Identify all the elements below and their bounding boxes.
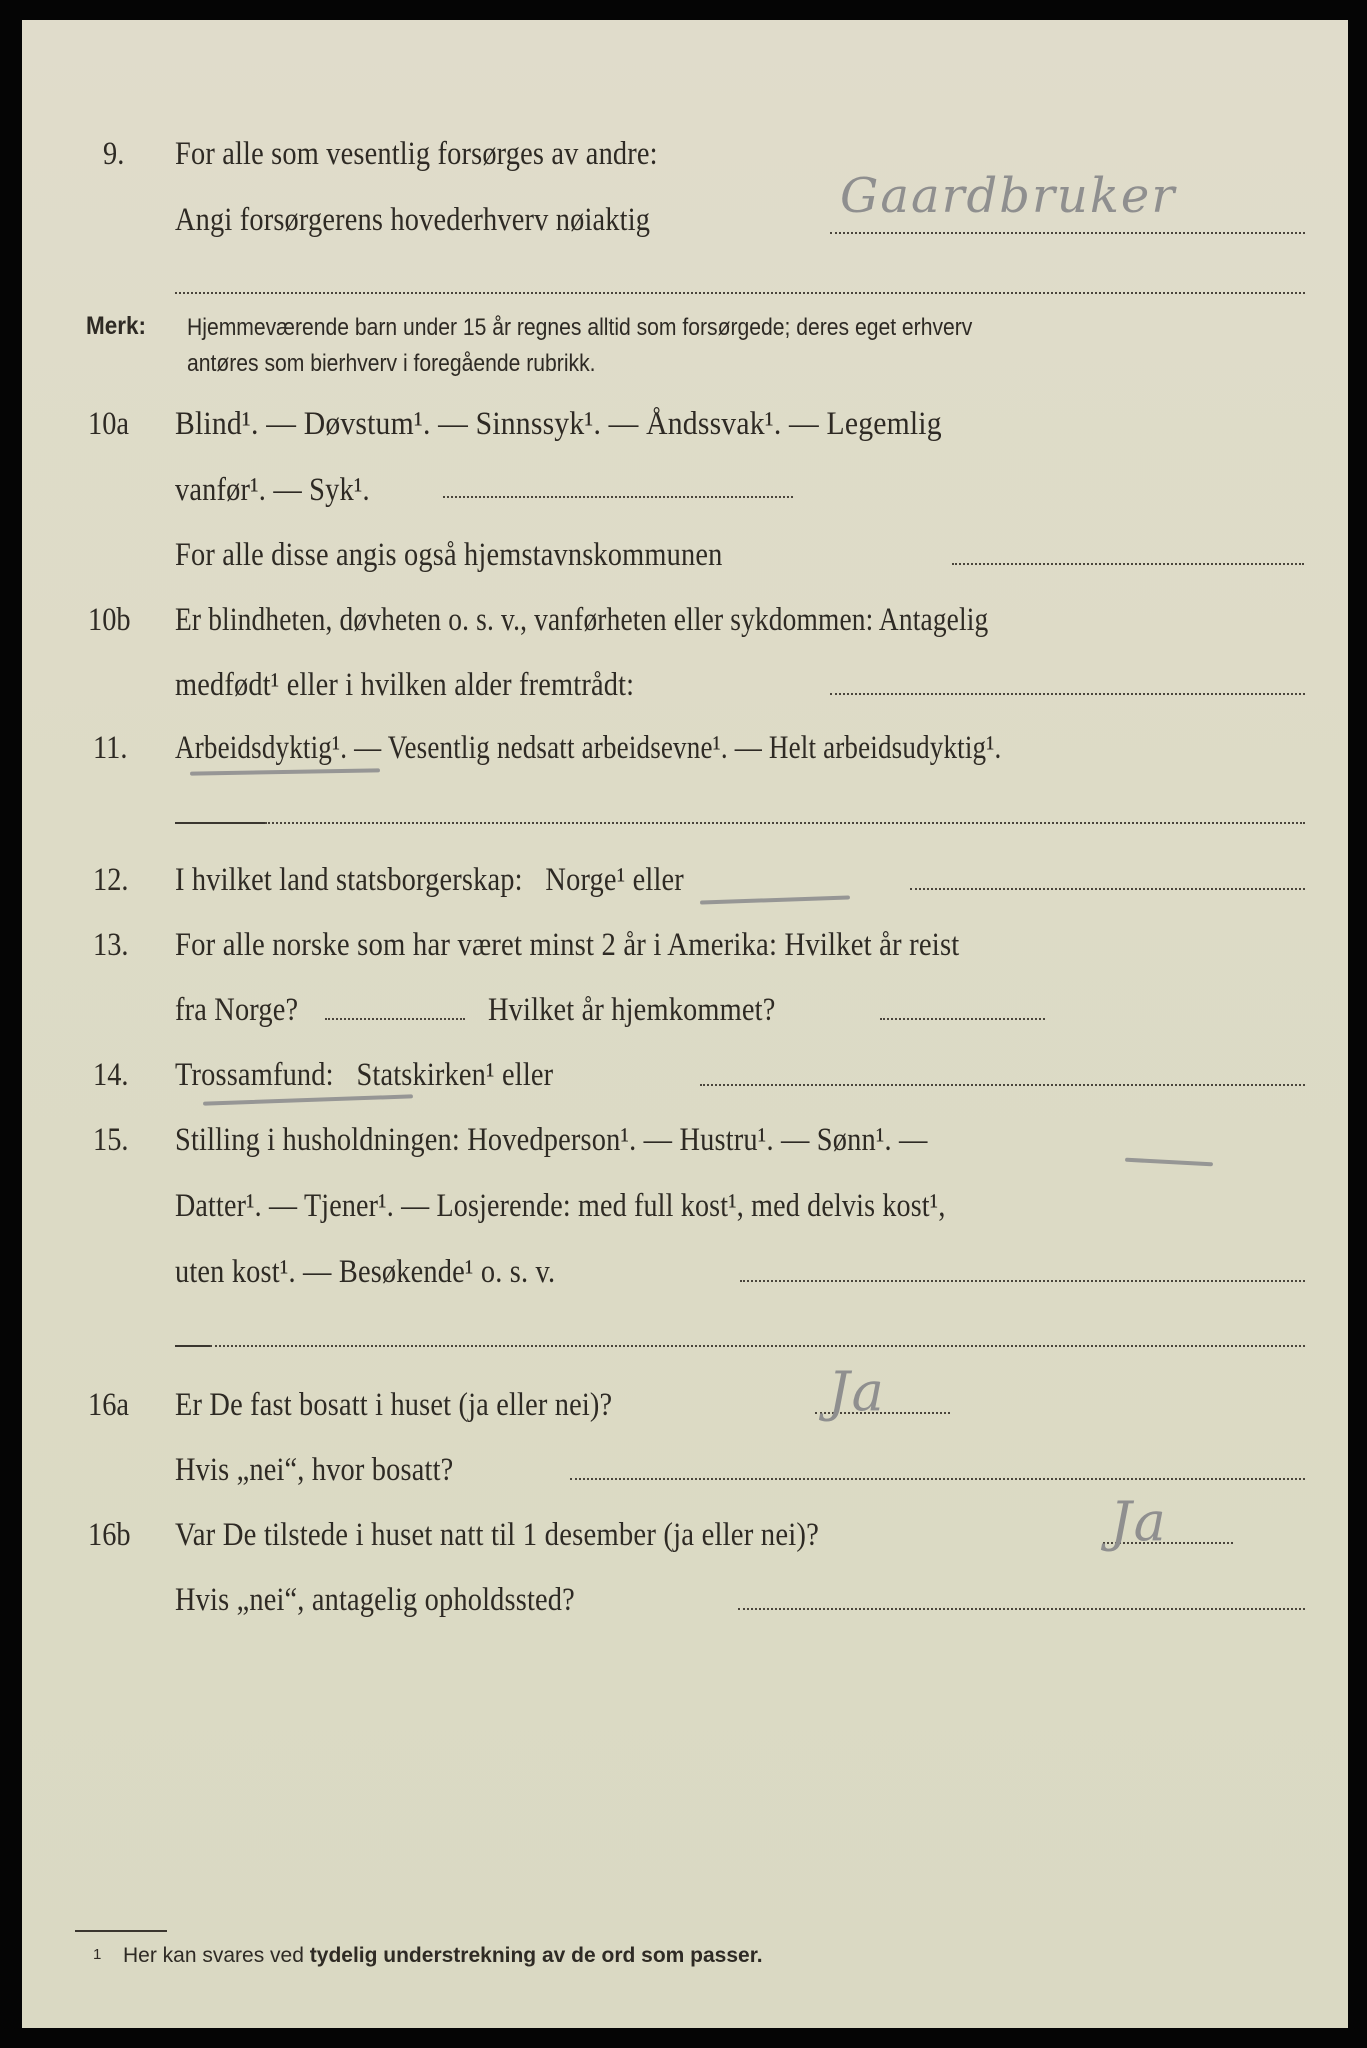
blank-line-11a <box>175 822 265 824</box>
question-9-line2: Angi forsørgerens hovederhverv nøiaktig <box>175 202 651 238</box>
question-10b-number: 10b <box>88 602 131 638</box>
question-13-line1: For alle norske som har været minst 2 år i Amerika: Hvilket år reist <box>175 927 960 963</box>
question-12-prompt: I hvilket land statsborgerskap: <box>175 862 523 898</box>
question-11-line1: Arbeidsdyktig¹. — Vesentlig nedsatt arbeidsevne¹. — Helt arbeidsudyktig¹. <box>175 730 1002 766</box>
option-norge[interactable]: Norge¹ <box>545 862 626 898</box>
question-10b-line2: medfødt¹ eller i hvilken alder fremtrådt: <box>175 667 635 703</box>
answer-line-9 <box>830 232 1305 234</box>
question-16a-number: 16a <box>88 1387 129 1423</box>
handwritten-answer-16a[interactable]: Ja <box>828 1360 886 1423</box>
question-12-eller: eller <box>632 862 684 898</box>
answer-line-12 <box>910 888 1305 890</box>
footnote-text <box>123 1944 763 1968</box>
question-10a-line3: For alle disse angis også hjemstavnskommunen <box>175 537 723 573</box>
question-15-line2: Datter¹. — Tjener¹. — Losjerende: med full kost¹, med delvis kost¹, <box>175 1188 946 1224</box>
answer-line-14 <box>700 1084 1305 1086</box>
question-13-line2a: fra Norge? <box>175 992 299 1028</box>
question-13-number: 13. <box>93 927 129 963</box>
question-10a-line1: Blind¹. — Døvstum¹. — Sinnssyk¹. — Åndssvak¹. — Legemlig <box>175 406 942 442</box>
blank-line-9 <box>175 292 1305 294</box>
question-16b-line1: Var De tilstede i huset natt til 1 desember (ja eller nei)? <box>175 1517 820 1553</box>
blank-line-15b <box>210 1345 1305 1347</box>
merk-label: Merk: <box>86 312 147 340</box>
footnote-text-bold: tydelig understrekning av de ord som passer. <box>309 1944 763 1967</box>
blank-line-11b <box>265 822 1305 824</box>
question-16b-number: 16b <box>88 1517 131 1553</box>
question-16a-line2: Hvis „nei“, hvor bosatt? <box>175 1452 454 1488</box>
answer-line-16a-bosatt <box>570 1478 1305 1480</box>
question-15-line3: uten kost¹. — Besøkende¹ o. s. v. <box>175 1254 556 1290</box>
answer-line-10a-kommune <box>952 563 1304 565</box>
question-15-line1: Stilling i husholdningen: Hovedperson¹. — Hustru¹. — Sønn¹. — <box>175 1122 928 1158</box>
question-15-number: 15. <box>93 1122 129 1158</box>
question-14-line1 <box>175 1055 553 1095</box>
answer-line-15 <box>740 1280 1305 1282</box>
answer-line-13-reist <box>325 1018 465 1020</box>
footnote-marker: 1 <box>93 1946 102 1963</box>
question-9-number: 9. <box>103 136 125 172</box>
blank-line-15a <box>175 1345 210 1347</box>
merk-line2: antøres som bierhverv i foregående rubrikk. <box>187 350 596 377</box>
merk-line1: Hjemmeværende barn under 15 år regnes alltid som forsørgede; deres eget erhverv <box>187 314 973 341</box>
option-statskirken[interactable]: Statskirken¹ <box>356 1057 495 1093</box>
question-14-number: 14. <box>93 1057 129 1093</box>
handwritten-answer-16b[interactable]: Ja <box>1110 1490 1168 1553</box>
handwritten-answer-9[interactable]: Gaardbruker <box>840 168 1177 224</box>
question-12-line1 <box>175 860 684 900</box>
footnote-rule <box>75 1930 167 1932</box>
question-10a-line2: vanfør¹. — Syk¹. <box>175 472 370 508</box>
question-9-line1: For alle som vesentlig forsørges av andre: <box>175 136 658 172</box>
question-14-prompt: Trossamfund: <box>175 1057 334 1093</box>
question-14-eller: eller <box>502 1057 554 1093</box>
footnote-text-light: Her kan svares ved <box>123 1944 304 1967</box>
answer-line-13-hjemkommet <box>880 1018 1045 1020</box>
answer-line-10a-syk <box>443 496 793 498</box>
question-12-number: 12. <box>93 862 129 898</box>
question-11-number: 11. <box>93 730 128 766</box>
question-16a-line1: Er De fast bosatt i huset (ja eller nei)? <box>175 1387 613 1423</box>
answer-line-10b <box>830 693 1305 695</box>
question-10a-number: 10a <box>88 406 129 442</box>
question-16b-line2: Hvis „nei“, antagelig opholdssted? <box>175 1582 575 1618</box>
question-13-line2b: Hvilket år hjemkommet? <box>488 992 776 1028</box>
question-10b-line1: Er blindheten, døvheten o. s. v., vanførheten eller sykdommen: Antagelig <box>175 602 989 638</box>
answer-line-16b-opholdssted <box>738 1608 1305 1610</box>
